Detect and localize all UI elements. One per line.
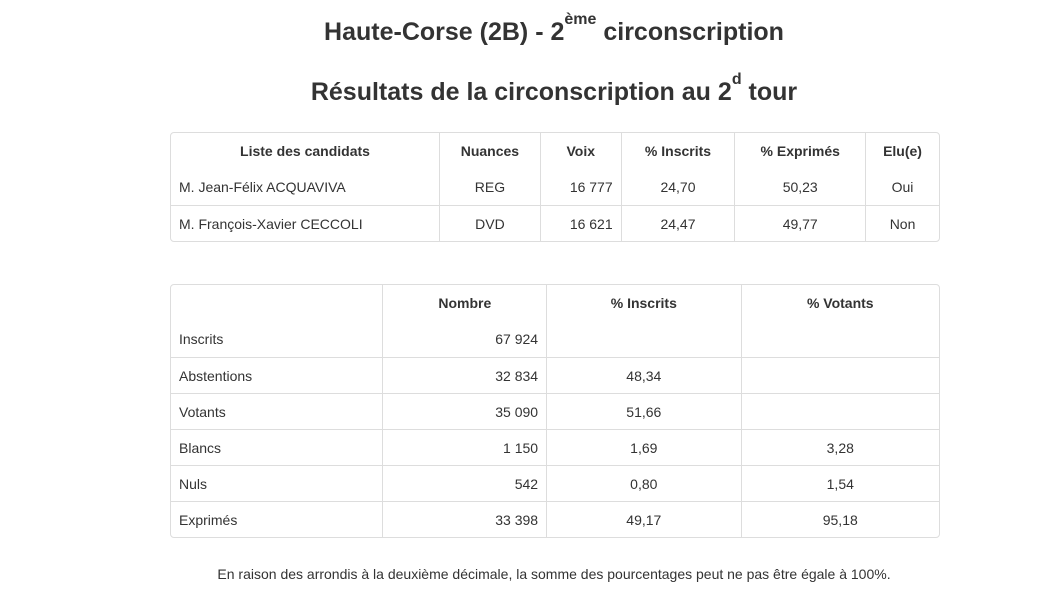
candidate-elu: Oui bbox=[865, 169, 939, 205]
row-nombre: 67 924 bbox=[382, 321, 546, 357]
candidate-voix: 16 621 bbox=[540, 205, 621, 241]
row-pct-inscrits bbox=[546, 321, 740, 357]
row-pct-inscrits: 0,80 bbox=[546, 465, 740, 501]
column-header: % Votants bbox=[741, 285, 939, 321]
page-subtitle bbox=[0, 71, 1054, 109]
table-row bbox=[171, 169, 939, 205]
row-pct-inscrits: 48,34 bbox=[546, 357, 740, 393]
candidates-table bbox=[170, 132, 940, 242]
candidate-pct-inscrits: 24,70 bbox=[621, 169, 735, 205]
row-nombre: 33 398 bbox=[382, 501, 546, 537]
row-pct-inscrits: 49,17 bbox=[546, 501, 740, 537]
column-header: Nombre bbox=[382, 285, 546, 321]
column-header bbox=[171, 285, 382, 321]
column-header: % Inscrits bbox=[546, 285, 740, 321]
table-row bbox=[171, 357, 939, 393]
row-pct-votants: 3,28 bbox=[741, 429, 939, 465]
subtitle-suffix: tour bbox=[741, 78, 798, 106]
table-header-row bbox=[171, 285, 939, 321]
subtitle-superscript: d bbox=[731, 71, 742, 88]
row-nombre: 542 bbox=[382, 465, 546, 501]
column-header: % Inscrits bbox=[621, 133, 735, 169]
candidate-nuance: REG bbox=[439, 169, 540, 205]
row-pct-inscrits: 1,69 bbox=[546, 429, 740, 465]
row-label: Nuls bbox=[171, 465, 382, 501]
table-row bbox=[171, 501, 939, 537]
turnout-table bbox=[170, 284, 940, 538]
column-header: % Exprimés bbox=[734, 133, 865, 169]
candidate-pct-exprimes: 50,23 bbox=[734, 169, 865, 205]
row-nombre: 35 090 bbox=[382, 393, 546, 429]
row-pct-votants: 1,54 bbox=[741, 465, 939, 501]
row-label: Exprimés bbox=[171, 501, 382, 537]
row-pct-votants bbox=[741, 357, 939, 393]
column-header: Voix bbox=[540, 133, 621, 169]
candidate-nuance: DVD bbox=[439, 205, 540, 241]
row-pct-votants bbox=[741, 393, 939, 429]
candidate-name: M. Jean-Félix ACQUAVIVA bbox=[179, 179, 346, 195]
candidate-elu: Non bbox=[865, 205, 939, 241]
row-pct-votants bbox=[741, 321, 939, 357]
rounding-footnote: En raison des arrondis à la deuxième décimale, la somme des pourcentages peut ne pas être égale à 100%. bbox=[217, 566, 891, 582]
title-suffix: circonscription bbox=[596, 18, 784, 46]
table-row bbox=[171, 321, 939, 357]
title-superscript: ème bbox=[564, 11, 597, 28]
candidate-pct-exprimes: 49,77 bbox=[734, 205, 865, 241]
title-prefix: Haute-Corse (2B) - 2 bbox=[324, 18, 565, 46]
row-nombre: 32 834 bbox=[382, 357, 546, 393]
row-label: Abstentions bbox=[171, 357, 382, 393]
table-header-row bbox=[171, 133, 939, 169]
row-pct-votants: 95,18 bbox=[741, 501, 939, 537]
table-row bbox=[171, 465, 939, 501]
row-label: Votants bbox=[171, 393, 382, 429]
candidate-pct-inscrits: 24,47 bbox=[621, 205, 735, 241]
row-nombre: 1 150 bbox=[382, 429, 546, 465]
table-row bbox=[171, 429, 939, 465]
subtitle-prefix: Résultats de la circonscription au 2 bbox=[310, 78, 732, 106]
row-label: Inscrits bbox=[179, 331, 224, 347]
column-header: Liste des candidats bbox=[240, 143, 370, 159]
column-header: Elu(e) bbox=[865, 133, 939, 169]
row-pct-inscrits: 51,66 bbox=[546, 393, 740, 429]
table-row bbox=[171, 393, 939, 429]
page-title bbox=[0, 11, 1054, 49]
column-header: Nuances bbox=[439, 133, 540, 169]
row-label: Blancs bbox=[171, 429, 382, 465]
candidate-voix: 16 777 bbox=[540, 169, 621, 205]
candidate-name: M. François-Xavier CECCOLI bbox=[171, 205, 439, 241]
table-row bbox=[171, 205, 939, 241]
